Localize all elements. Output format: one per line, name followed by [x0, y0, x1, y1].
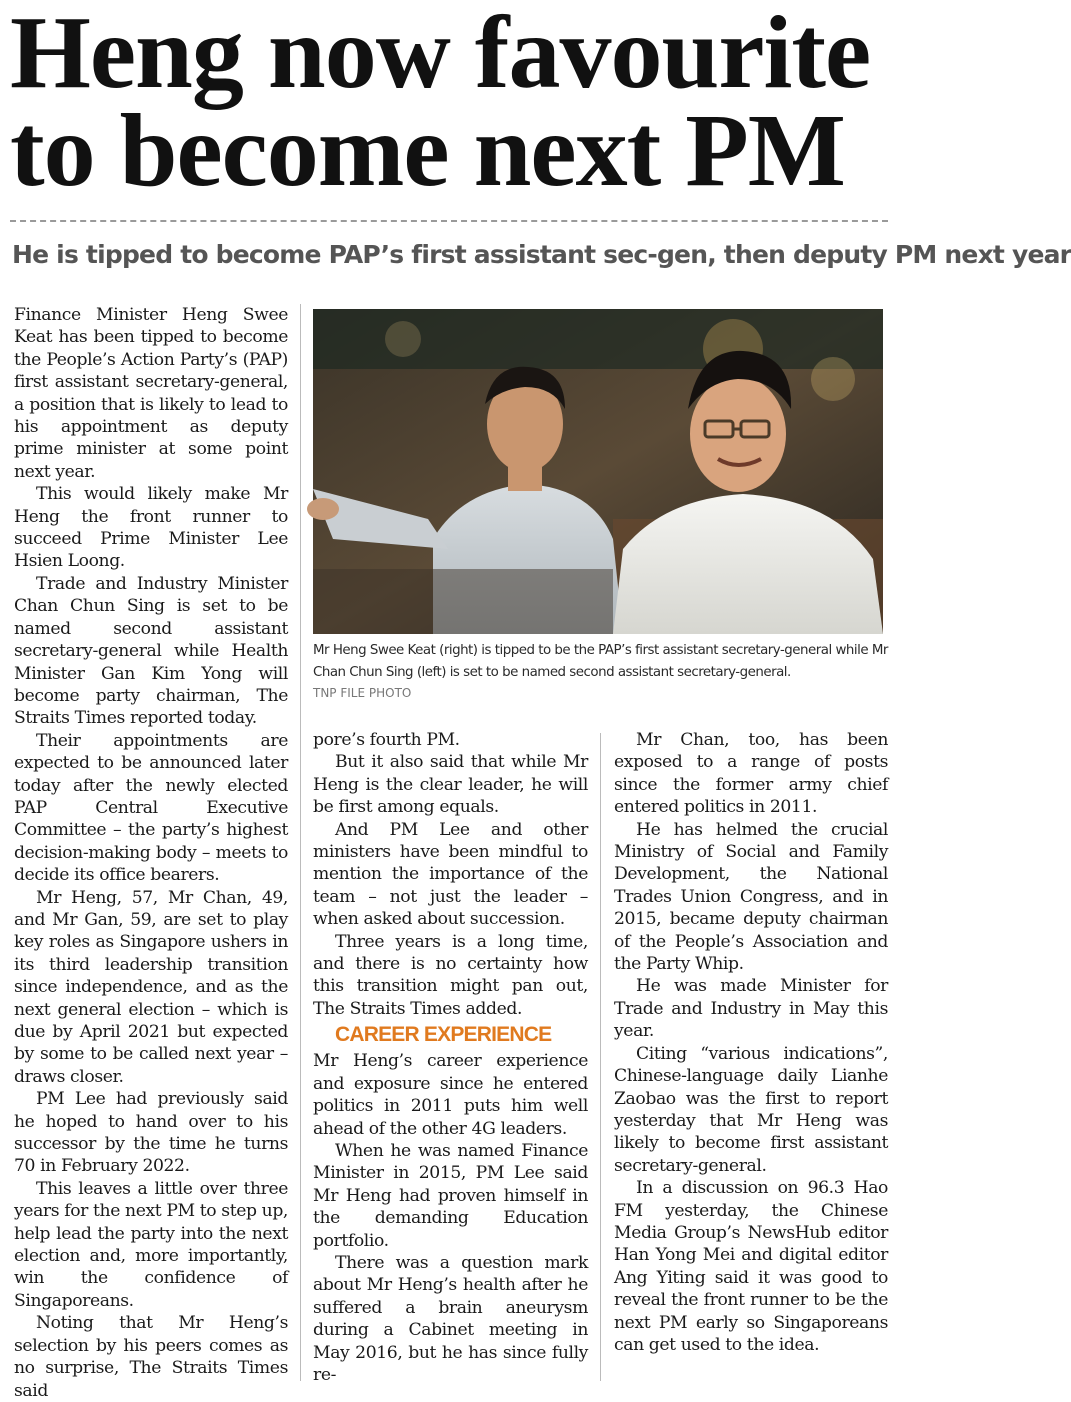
paragraph: Trade and Industry Minister Chan Chun Sing is set to be named second assistant secretary-general while Health Minister Gan Kim Yong will become party chairman, The Straits Times reported today. — [14, 573, 288, 729]
headline — [10, 0, 890, 208]
paragraph: He has helmed the crucial Ministry of Social and Family Development, the National Trades Union Congress, and in 2015, became deputy chairman of the People’s Association and the Party Whip. — [614, 819, 888, 975]
paragraph: This leaves a little over three years for the next PM to step up, help lead the party into the next election and, more importantly, win the confidence of Singaporeans. — [14, 1178, 288, 1311]
subheadline: He is tipped to become PAP’s first assistant sec-gen, then deputy PM next year — [12, 240, 1071, 269]
paragraph: pore’s fourth PM. — [313, 730, 460, 750]
paragraph: Three years is a long time, and there is no certainty how this transition might pan out, The Straits Times added. — [313, 931, 588, 1019]
article-column-1 — [14, 304, 288, 1401]
paragraph: Finance Minister Heng Swee Keat has been tipped to become the People’s Action Party’s (PAP) first assistant secretary-general, a position that is likely to lead to his appointment as deputy prime minister at some point next year. — [14, 305, 288, 482]
paragraph: And PM Lee and other ministers have been mindful to mention the importance of the team – not just the leader – when asked about succession. — [313, 819, 588, 930]
headline-line-2: to become next PM — [10, 93, 845, 208]
paragraph: This would likely make Mr Heng the front runner to succeed Prime Minister Lee Hsien Loong. — [14, 484, 288, 572]
article-column-2 — [313, 729, 588, 1385]
paragraph: But it also said that while Mr Heng is the clear leader, he will be first among equals. — [313, 752, 588, 818]
article-column-3 — [614, 729, 888, 1381]
photo-caption: Mr Heng Swee Keat (right) is tipped to be the PAP’s first assistant secretary-general while Mr Chan Chun Sing (left) is set to be named second assistant secretary-general. — [313, 643, 888, 680]
article-photo — [313, 309, 883, 634]
paragraph: Citing “various indications”, Chinese-language daily Lianhe Zaobao was the first to report yesterday that Mr Heng was likely to become first assistant secretary-general. — [614, 1043, 888, 1176]
paragraph: When he was named Finance Minister in 2015, PM Lee said Mr Heng had proven himself in the demanding Education portfolio. — [313, 1140, 588, 1251]
headline-divider — [10, 220, 888, 222]
paragraph: Their appointments are expected to be announced later today after the newly elected PAP Central Executive Committee – the party’s highest decision-making body – meets to decide its office bearers. — [14, 730, 288, 886]
photo-illustration — [313, 309, 883, 634]
headline-line-1: Heng now favourite — [10, 0, 871, 110]
paragraph: In a discussion on 96.3 Hao FM yesterday, the Chinese Media Group’s NewsHub editor Han Yong Mei and digital editor Ang Yiting said it was good to reveal the front runner to be the next PM early so Singaporeans can get used to the idea. — [614, 1178, 888, 1355]
paragraph: Mr Chan, too, has been exposed to a range of posts since the former army chief entered politics in 2011. — [614, 730, 888, 818]
paragraph: Noting that Mr Heng’s selection by his peers comes as no surprise, The Straits Times said — [14, 1313, 288, 1401]
section-heading: CAREER EXPERIENCE — [335, 1023, 552, 1047]
paragraph: There was a question mark about Mr Heng’s health after he suffered a brain aneurysm during a Cabinet meeting in May 2016, but he has since fully re- — [313, 1252, 588, 1385]
paragraph: He was made Minister for Trade and Industry in May this year. — [614, 976, 888, 1042]
paragraph: PM Lee had previously said he hoped to hand over to his successor by the time he turns 70 in February 2022. — [14, 1089, 288, 1177]
paragraph: Mr Heng’s career experience and exposure since he entered politics in 2011 puts him well ahead of the other 4G leaders. — [313, 1051, 588, 1139]
paragraph: Mr Heng, 57, Mr Chan, 49, and Mr Gan, 59, are set to play key roles as Singapore ushers in its third leadership transition since independence, and as the next general election – which is due by April 2021 but expected by some to be called next year – draws closer. — [14, 887, 288, 1087]
column-divider-1 — [300, 304, 301, 1381]
photo-credit: TNP FILE PHOTO — [313, 686, 412, 700]
column-divider-2 — [600, 733, 601, 1381]
